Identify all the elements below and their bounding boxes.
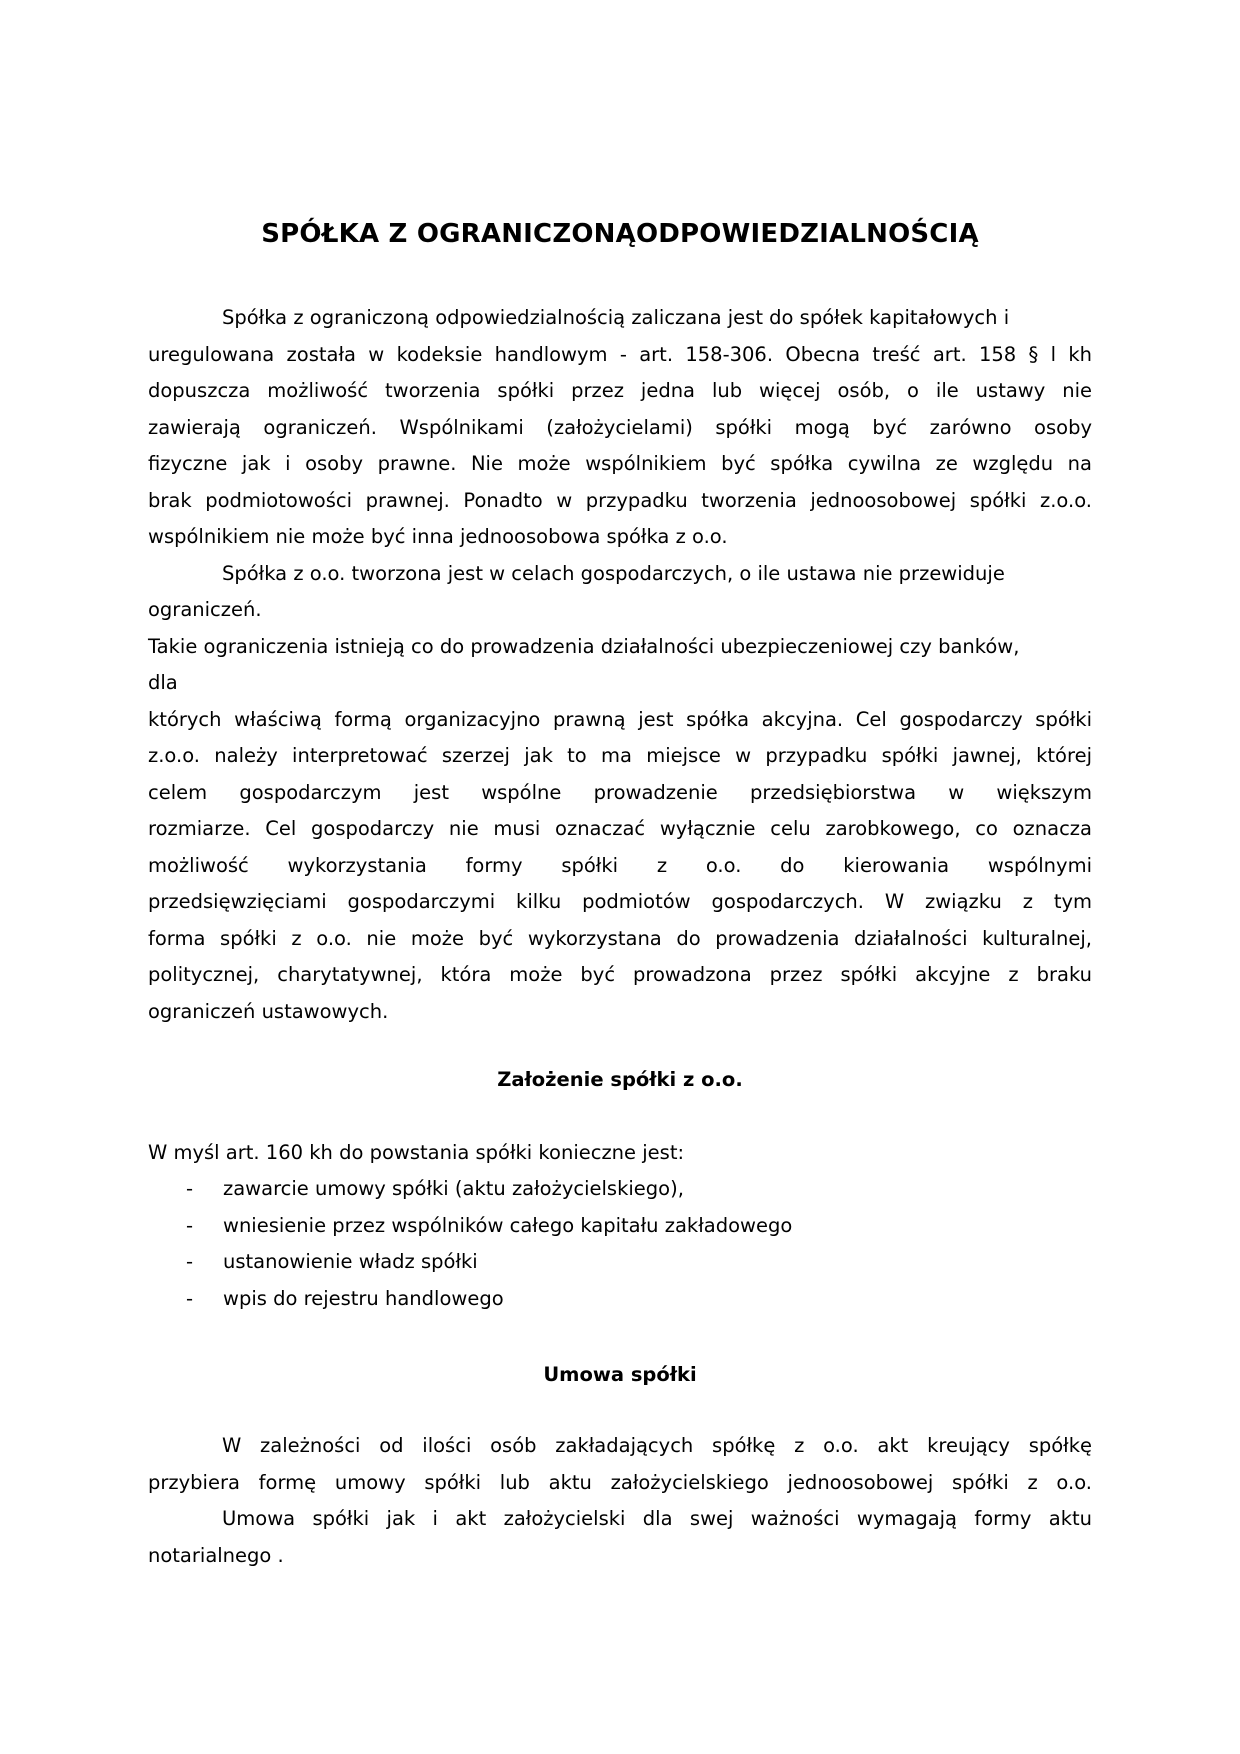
text-line: przybiera formę umowy spółki lub aktu założycielskiego jednoosobowej spółki z o.o. <box>148 1470 1092 1494</box>
section-heading-umowa: Umowa spółki <box>543 1363 697 1386</box>
document-title: SPÓŁKA Z OGRANICZONĄODPOWIEDZIALNOŚCIĄ <box>261 219 979 249</box>
dash-bullet-icon: - <box>186 1177 194 1200</box>
text-line: zawierają ograniczeń. Wspólnikami (założycielami) spółki mogą być zarówno osoby <box>148 415 1092 439</box>
list-item <box>148 1208 1092 1245</box>
text-line: których właściwą formą organizacyjno prawną jest spółka akcyjna. Cel gospodarczy spółki <box>148 707 1092 731</box>
text-line: uregulowana została w kodeksie handlowym - art. 158-306. Obecna treść art. 158 § l kh <box>148 342 1092 366</box>
requirements-list <box>148 1171 1092 1317</box>
dash-bullet-icon: - <box>186 1286 194 1310</box>
text-line: forma spółki z o.o. nie może być wykorzystana do prowadzenia działalności kulturalnej, <box>148 926 1092 950</box>
text-line: brak podmiotowości prawnej. Ponadto w przypadku tworzenia jednoosobowej spółki z.o.o. <box>148 488 1092 512</box>
list-item <box>148 1244 1092 1281</box>
text-line: Umowa spółki jak i akt założycielski dla swej ważności wymagają formy aktu <box>222 1507 1092 1530</box>
text-line: ograniczeń. <box>148 598 262 621</box>
text-line: fizyczne jak i osoby prawne. Nie może wspólnikiem być spółka cywilna ze względu na <box>148 452 1092 475</box>
text-line: W myśl art. 160 kh do powstania spółki konieczne jest: <box>148 1141 685 1164</box>
text-line: celem gospodarczym jest wspólne prowadzenie przedsiębiorstwa w większym <box>148 780 1092 804</box>
list-item-text: wpis do rejestru handlowego <box>223 1286 504 1310</box>
text-line: możliwość wykorzystania formy spółki z o.o. do kierowania wspólnymi <box>148 853 1092 877</box>
text-line: Takie ograniczenia istnieją co do prowadzenia działalności ubezpieczeniowej czy banków, <box>148 634 1020 658</box>
dash-bullet-icon: - <box>186 1250 194 1273</box>
text-line: Spółka z ograniczoną odpowiedzialnością zaliczana jest do spółek kapitałowych i <box>222 306 1010 329</box>
text-line: rozmiarze. Cel gospodarczy nie musi oznaczać wyłącznie celu zarobkowego, co oznacza <box>148 817 1092 840</box>
list-item <box>148 1171 1092 1208</box>
text-line: ograniczeń ustawowych. <box>148 999 389 1023</box>
list-item-text: wniesienie przez wspólników całego kapitału zakładowego <box>223 1213 793 1237</box>
text-line: przedsięwzięciami gospodarczymi kilku podmiotów gospodarczych. W związku z tym <box>148 890 1092 913</box>
text-line: dla <box>148 671 178 694</box>
intro-paragraphs <box>148 300 1092 1030</box>
text-line: politycznej, charytatywnej, która może być prowadzona przez spółki akcyjne z braku <box>148 963 1092 986</box>
section-lead <box>148 1135 1092 1172</box>
text-line: notarialnego . <box>148 1543 284 1567</box>
text-line: z.o.o. należy interpretować szerzej jak to ma miejsce w przypadku spółki jawnej, której <box>148 744 1092 767</box>
text-line: Spółka z o.o. tworzona jest w celach gospodarczych, o ile ustawa nie przewiduje <box>222 561 1005 585</box>
list-item-text: ustanowienie władz spółki <box>223 1250 478 1273</box>
dash-bullet-icon: - <box>186 1213 194 1237</box>
list-item <box>148 1281 1092 1318</box>
text-line: W zależności od ilości osób zakładających spółkę z o.o. akt kreujący spółkę <box>222 1434 1092 1457</box>
text-line: wspólnikiem nie może być inna jednoosobowa spółka z o.o. <box>148 525 728 548</box>
section-heading-zalozenie: Założenie spółki z o.o. <box>497 1068 743 1091</box>
list-item-text: zawarcie umowy spółki (aktu założycielskiego), <box>223 1177 684 1200</box>
umowa-paragraphs <box>148 1428 1092 1574</box>
text-line: dopuszcza możliwość tworzenia spółki przez jedna lub więcej osób, o ile ustawy nie <box>148 379 1092 402</box>
